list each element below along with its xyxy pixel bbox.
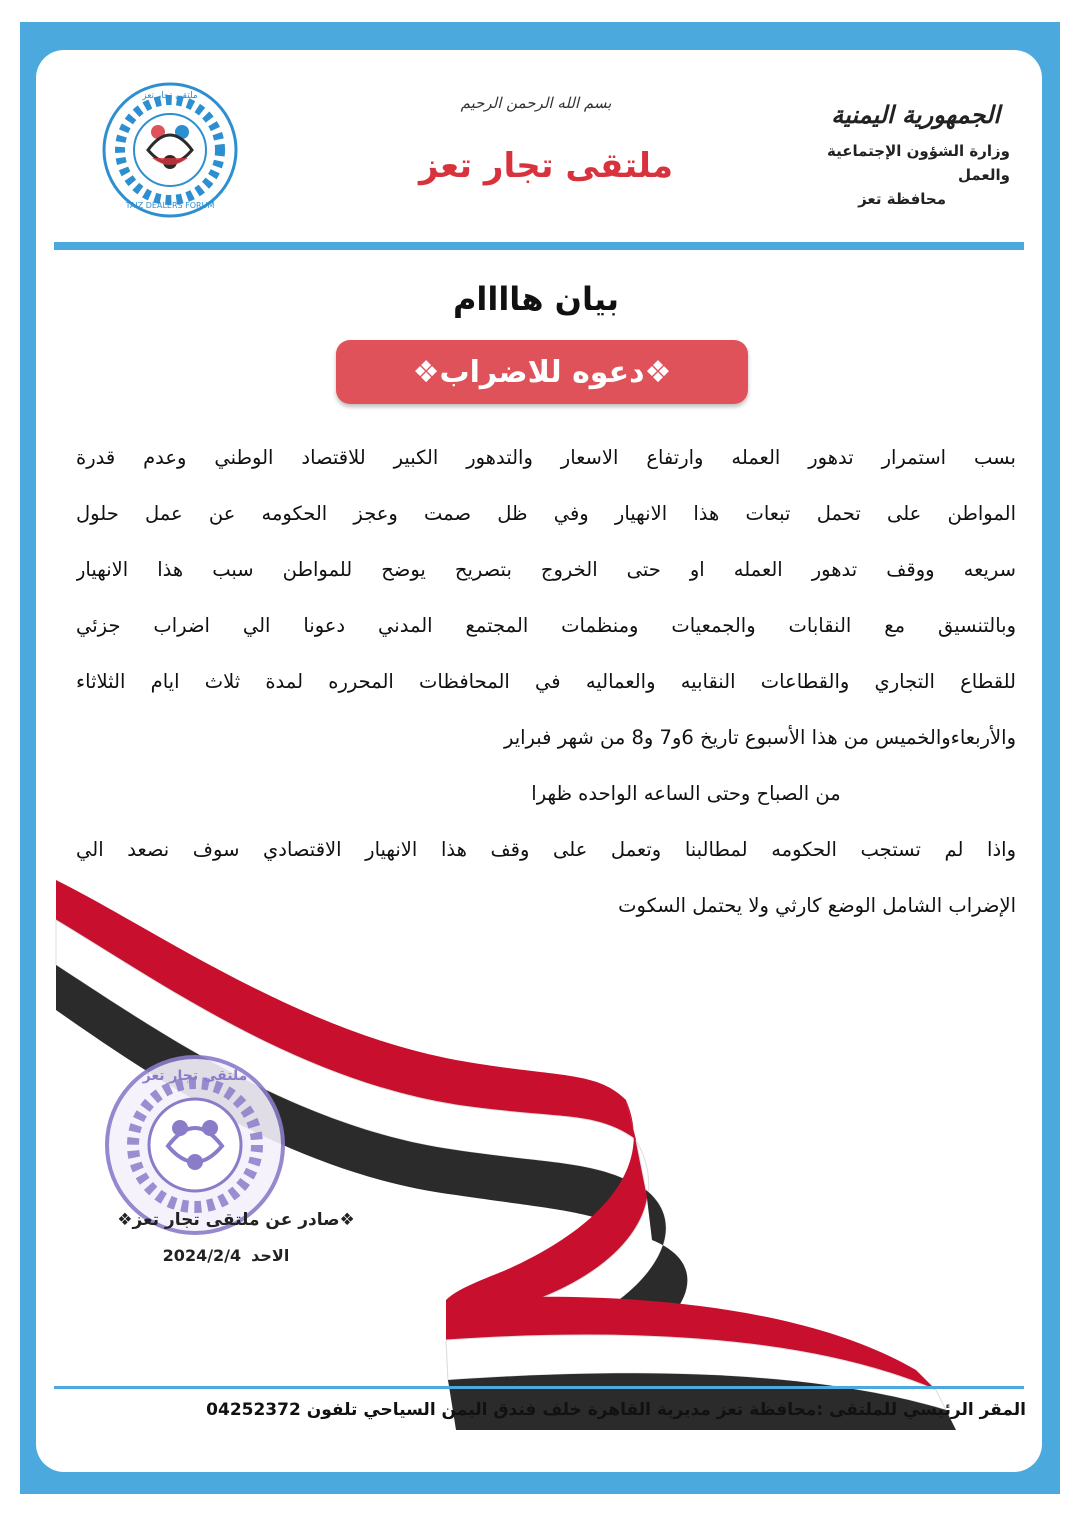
- issued-by: ❖صادر عن ملتقى تجار تعز❖: [117, 1210, 355, 1230]
- governorate-name: محافظة تعز: [858, 190, 946, 208]
- body-line: من الصباح وحتى الساعه الواحده ظهرا: [531, 782, 841, 805]
- body-line: الإضراب الشامل الوضع كارثي ولا يحتمل السكوت: [618, 894, 1016, 917]
- org-title: ملتقى تجار تعز: [418, 146, 674, 186]
- republic-name: الجمهورية اليمنية: [831, 100, 1000, 129]
- body-line: بسب استمرار تدهور العمله وارتفاع الاسعار والتدهور الكبير للاقتصاد الوطني وعدم قدرة: [76, 446, 1016, 469]
- strike-call-badge: [336, 340, 748, 404]
- ministry-name: وزارة الشؤون الإجتماعية والعمل: [826, 142, 1010, 184]
- taiz-dealers-forum-logo-icon: [100, 80, 240, 220]
- issue-date-day: الاحد: [251, 1246, 290, 1265]
- logo-text: TAIZ DEALERS FORUM: [125, 201, 215, 210]
- footer-address: المقر الرئيسي للملتقى :محافظة تعز مديرية القاهرة خلف فندق اليمن السياحي تلفون 04252372: [206, 1400, 1026, 1420]
- body-line: وبالتنسيق مع النقابات والجمعيات ومنظمات المجتمع المدني دعونا الي اضراب جزئي: [76, 614, 1016, 637]
- stamp-text: ملتقى تجار تعز: [142, 1068, 248, 1084]
- body-line: المواطن على تحمل تبعات هذا الانهيار وفي ظل صمت وعجز الحكومه عن عمل حلول: [76, 502, 1016, 525]
- statement-title: بيان هاااام: [452, 280, 620, 318]
- basmala: بسم الله الرحمن الرحيم: [460, 94, 612, 112]
- body-line: سريعه ووقف تدهور العمله او حتى الخروج بتصريح يوضح للمواطن سبب هذا الانهيار: [76, 558, 1016, 581]
- body-line: واذا لم تستجب الحكومه لمطالبنا وتعمل على وقف هذا الانهيار الاقتصادي سوف نصعد الي: [76, 838, 1016, 861]
- body-line: والأربعاءوالخميس من هذا الأسبوع تاريخ 6و7 و8 من شهر فبراير: [503, 726, 1016, 749]
- footer-divider: [54, 1386, 1024, 1389]
- ministry-block: [770, 100, 1010, 211]
- issue-date: [126, 1246, 326, 1265]
- statement-body: [76, 430, 1016, 934]
- letterhead: [36, 50, 1042, 250]
- document-page: [36, 50, 1042, 1472]
- strike-call-text: ❖دعوه للاضراب❖: [412, 354, 672, 390]
- logo-arabic-text: ملتقى تجار تعز: [142, 91, 198, 101]
- body-line: للقطاع التجاري والقطاعات النقابيه والعماليه في المحافظات المحرره لمدة ثلاث ايام الثلاثاء: [76, 670, 1016, 693]
- header-divider: [54, 242, 1024, 250]
- issue-date-value: 2024/2/4: [162, 1246, 242, 1265]
